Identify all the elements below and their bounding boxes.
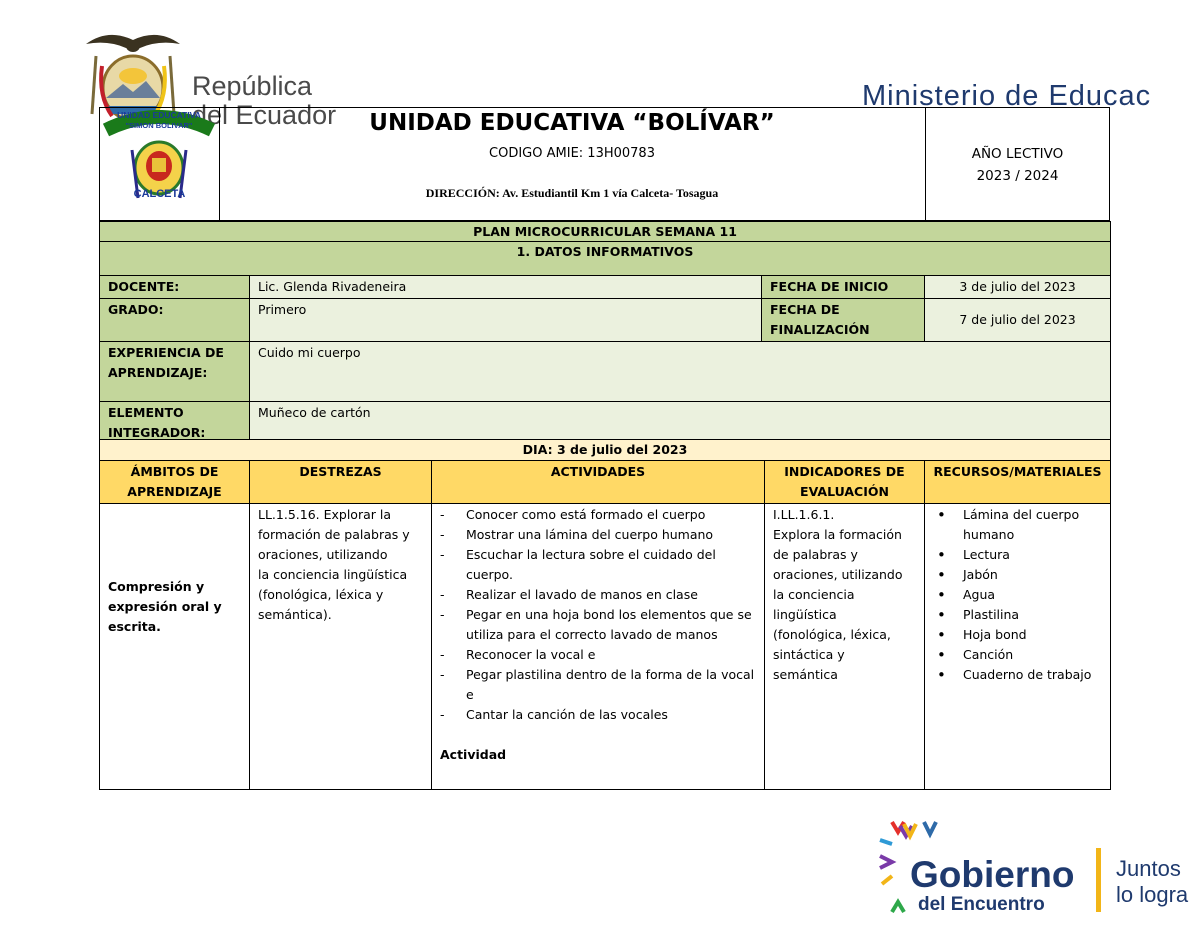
del-encuentro-text: del Encuentro: [918, 894, 1045, 915]
docente-value: Lic. Glenda Rivadeneira: [250, 276, 762, 299]
recursos-cell: [925, 504, 1111, 790]
list-item: • Plastilina: [933, 605, 1102, 625]
actividad-label: Actividad: [440, 747, 507, 762]
col-ambitos: ÁMBITOS DE APRENDIZAJE: [100, 461, 250, 504]
list-item: • Lectura: [933, 545, 1102, 565]
codigo-amie: CODIGO AMIE: 13H00783: [489, 146, 655, 161]
anio-lectivo-label: AÑO LECTIVO: [971, 146, 1064, 162]
fecha-inicio-label: FECHA DE INICIO: [762, 276, 925, 299]
juntos-lo-logramos-text: Juntos lo logra: [1116, 856, 1189, 907]
plan-title: PLAN MICROCURRICULAR SEMANA 11: [100, 222, 1111, 242]
col-indicadores: INDICADORES DE EVALUACIÓN: [765, 461, 925, 504]
fecha-fin-label: FECHA DE FINALIZACIÓN: [762, 299, 925, 342]
ecuador-coat-of-arms: [78, 26, 188, 118]
elemento-value: Muñeco de cartón: [250, 402, 1111, 445]
anio-lectivo-cell: [926, 108, 1109, 220]
docente-label: DOCENTE:: [100, 276, 250, 299]
school-logo-text-mid: "SIMON BOLIVAR": [125, 121, 193, 130]
list-item: - Conocer como está formado el cuerpo: [440, 505, 756, 525]
plan-dia-table: [99, 439, 1111, 790]
fecha-fin-value: 7 de julio del 2023: [925, 299, 1111, 342]
elemento-label: ELEMENTO INTEGRADOR:: [100, 402, 250, 445]
list-item: - Realizar el lavado de manos en clase: [440, 585, 756, 605]
col-destrezas: DESTREZAS: [250, 461, 432, 504]
list-item: • Lámina del cuerpo humano: [933, 505, 1102, 545]
col-recursos: RECURSOS/MATERIALES: [925, 461, 1111, 504]
indicador-cell: I.LL.1.6.1. Explora la formación de palabras y oraciones, utilizando la conciencia lingüística (fonológica, léxica, sintáctica y semántica: [765, 504, 925, 790]
anio-lectivo-value: 2023 / 2024: [976, 168, 1059, 184]
datos-informativos-table: [99, 221, 1111, 445]
list-item: - Reconocer la vocal e: [440, 645, 756, 665]
school-info-cell: [219, 108, 926, 220]
fecha-inicio-value: 3 de julio del 2023: [925, 276, 1111, 299]
recursos-list: [933, 505, 1102, 685]
list-item: • Canción: [933, 645, 1102, 665]
logo-cell: [100, 108, 220, 220]
divider: [1096, 848, 1101, 912]
list-item: - Pegar plastilina dentro de la forma de la vocal e: [440, 665, 756, 705]
col-actividades: ACTIVIDADES: [432, 461, 765, 504]
list-item: • Cuaderno de trabajo: [933, 665, 1102, 685]
list-item: - Cantar la canción de las vocales: [440, 705, 756, 725]
dia-header: DIA: 3 de julio del 2023: [100, 440, 1111, 461]
gobierno-text: Gobierno: [910, 854, 1075, 895]
sunburst-top-icon: [894, 818, 954, 848]
destreza-cell: LL.1.5.16. Explorar la formación de palabras y oraciones, utilizando la conciencia lingüística (fonológica, léxica y semántica).: [250, 504, 432, 790]
actividades-list: [440, 505, 756, 725]
ministerio-educacion-text: Ministerio de Educac: [862, 80, 1152, 112]
school-logo-text-top: UNIDAD EDUCATIVA: [117, 110, 201, 120]
experiencia-value: Cuido mi cuerpo: [250, 342, 1111, 402]
list-item: - Escuchar la lectura sobre el cuidado del cuerpo.: [440, 545, 756, 585]
list-item: • Jabón: [933, 565, 1102, 585]
direccion: DIRECCIÓN: Av. Estudiantil Km 1 vía Calceta- Tosagua: [425, 186, 719, 200]
actividades-cell: [432, 504, 765, 790]
section-title: 1. DATOS INFORMATIVOS: [100, 242, 1111, 276]
list-item: - Mostrar una lámina del cuerpo humano: [440, 525, 756, 545]
experiencia-label: EXPERIENCIA DE APRENDIZAJE:: [100, 342, 250, 402]
ambito-cell: Compresión y expresión oral y escrita.: [100, 504, 250, 790]
gobierno-encuentro-logo: [878, 818, 1200, 918]
header-box: [99, 107, 1110, 221]
school-name: UNIDAD EDUCATIVA “BOLÍVAR”: [369, 110, 775, 136]
republica-ecuador-text: República del Ecuador: [192, 71, 337, 130]
list-item: - Pegar en una hoja bond los elementos que se utiliza para el correcto lavado de manos: [440, 605, 756, 645]
grado-value: Primero: [250, 299, 762, 342]
school-logo-calceta: CALCETA: [133, 188, 186, 200]
grado-label: GRADO:: [100, 299, 250, 342]
list-item: • Hoja bond: [933, 625, 1102, 645]
list-item: • Agua: [933, 585, 1102, 605]
